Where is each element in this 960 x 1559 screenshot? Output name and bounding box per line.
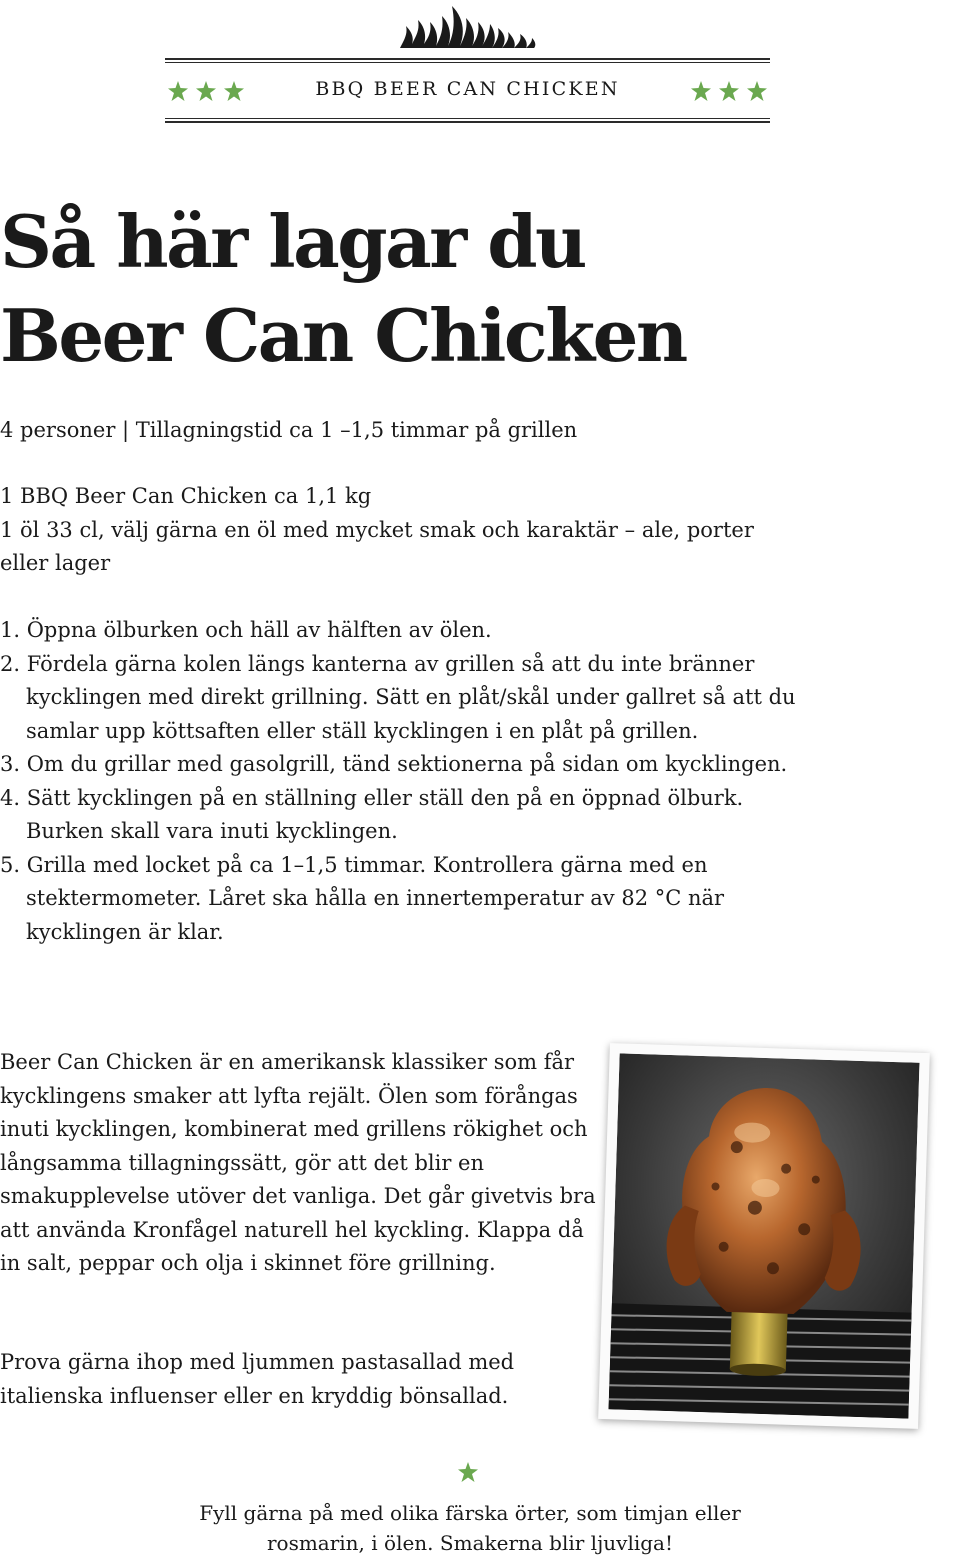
star-icon <box>746 80 768 102</box>
chicken-photo <box>608 1053 919 1418</box>
ingredient-list <box>0 480 760 581</box>
banner-rule <box>165 121 770 123</box>
banner-rule <box>165 62 770 63</box>
page-title-line1: Så här lagar du <box>0 199 585 284</box>
ingredient-item: 1 öl 33 cl, välj gärna en öl med mycket smak och karaktär – ale, porter eller lager <box>0 517 754 575</box>
step-item: 2. Fördela gärna kolen längs kanterna av grillen så att du inte bränner kycklingen med direkt grillning. Sätt en plåt/skål under gallret så att du samlar upp köttsaften eller ställ kycklingen i en plåt på grillen. <box>0 651 796 743</box>
story-paragraph: Beer Can Chicken är en amerikansk klassiker som får kycklingens smaker att lyfta rejält. Ölen som förångas inuti kycklingen, kombinerat med grillens rökighet och långsamma tillagningssätt, gör att det blir en smakupplevelse utöver det vanliga. Det går givetvis bra att använda Kronfågel naturell hel kyckling. Klappa då in salt, peppar och olja i skinnet före grillning. <box>0 1050 596 1275</box>
star-icon <box>718 80 740 102</box>
page-title-line2: Beer Can Chicken <box>0 293 686 378</box>
ingredient-item: 1 BBQ Beer Can Chicken ca 1,1 kg <box>0 484 372 508</box>
header-banner <box>165 58 770 124</box>
banner-rule <box>165 58 770 60</box>
chicken-photo-frame <box>598 1043 930 1429</box>
banner-title: BBQ BEER CAN CHICKEN <box>315 78 620 100</box>
step-item: 3. Om du grillar med gasolgrill, tänd sektionerna på sidan om kycklingen. <box>0 752 788 776</box>
step-item: 1. Öppna ölburken och häll av hälften av ölen. <box>0 618 492 642</box>
footer-note: Fyll gärna på med olika färska örter, som timjan eller rosmarin, i ölen. Smakerna blir ljuvliga! <box>199 1501 741 1555</box>
banner-rule <box>165 118 770 119</box>
step-list <box>0 614 800 949</box>
page-title <box>0 195 960 383</box>
flame-logo-icon <box>398 4 538 50</box>
star-icon <box>457 1461 479 1483</box>
star-group-right <box>690 80 768 102</box>
step-item: 5. Grilla med locket på ca 1–1,5 timmar. Kontrollera gärna med en stektermometer. Låret ska hålla en innertemperatur av 82 °C när kycklingen är klar. <box>0 852 725 944</box>
step-item: 4. Sätt kycklingen på en ställning eller ställ den på en öppnad ölburk. Burken skall vara inuti kycklingen. <box>0 785 744 843</box>
recipe-meta: 4 personer | Tillagningstid ca 1 –1,5 timmar på grillen <box>0 418 578 442</box>
serving-tip: Prova gärna ihop med ljummen pastasallad med italienska influenser eller en kryddig bönsallad. <box>0 1350 515 1408</box>
star-icon <box>690 80 712 102</box>
